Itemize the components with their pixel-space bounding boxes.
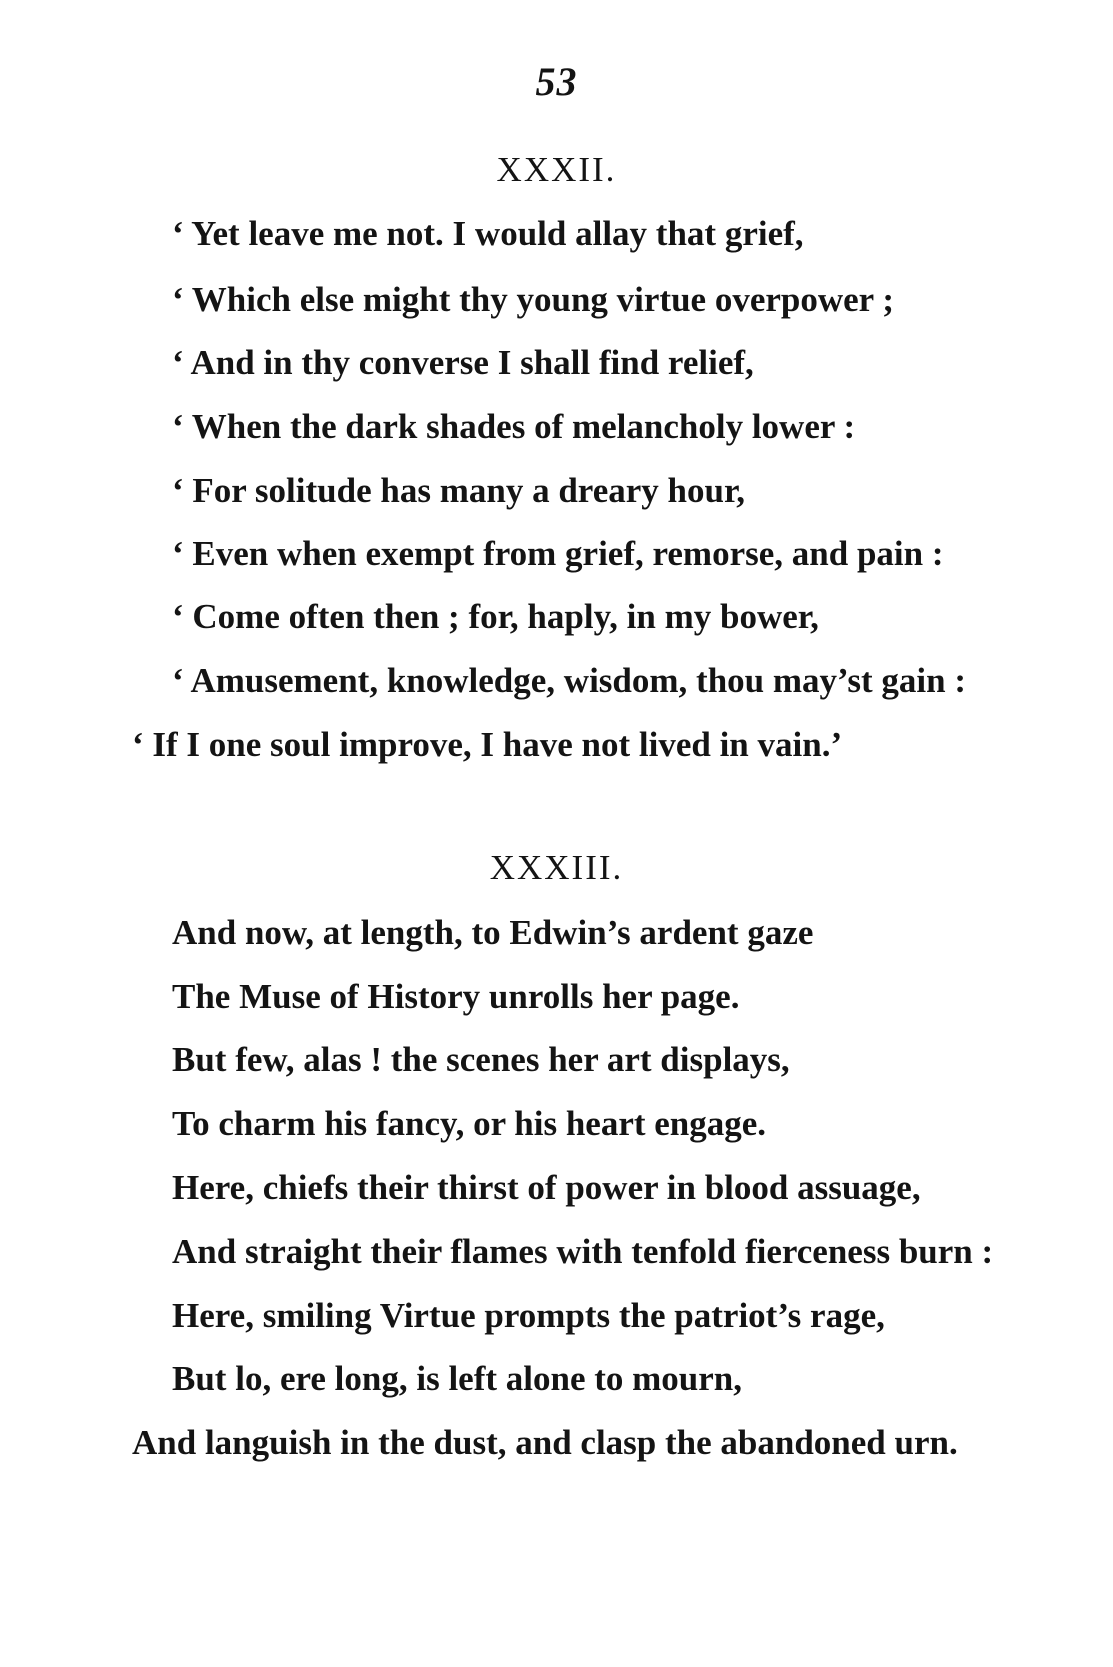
page-number: 53 xyxy=(535,59,578,104)
verse-line: Here, chiefs their thirst of power in blood assuage, xyxy=(172,1168,921,1207)
verse-line: ‘ Come often then ; for, haply, in my bower, xyxy=(172,597,819,636)
verse-line: ‘ If I one soul improve, I have not lived in vain.’ xyxy=(132,725,843,764)
verse-line: ‘ Even when exempt from grief, remorse, and pain : xyxy=(172,534,944,573)
verse-line: ‘ Amusement, knowledge, wisdom, thou may’st gain : xyxy=(172,661,967,700)
verse-line: To charm his fancy, or his heart engage. xyxy=(172,1104,767,1143)
verse-line: ‘ When the dark shades of melancholy lower : xyxy=(172,407,856,446)
verse-line: ‘ Which else might thy young virtue overpower ; xyxy=(172,280,894,319)
verse-line: But few, alas ! the scenes her art displays, xyxy=(172,1040,790,1079)
verse-line: ‘ Yet leave me not. I would allay that grief, xyxy=(172,214,804,253)
stanza-number: XXXIII. xyxy=(489,848,624,887)
verse-line: ‘ For solitude has many a dreary hour, xyxy=(172,471,746,510)
verse-line: And straight their flames with tenfold fierceness burn : xyxy=(172,1232,994,1271)
verse-line: And languish in the dust, and clasp the abandoned urn. xyxy=(132,1423,958,1462)
verse-line: ‘ And in thy converse I shall find relief, xyxy=(172,343,754,382)
verse-line: Here, smiling Virtue prompts the patriot’s rage, xyxy=(172,1296,885,1335)
stanza-number: XXXII. xyxy=(496,150,617,189)
verse-line: But lo, ere long, is left alone to mourn, xyxy=(172,1359,743,1398)
verse-line: And now, at length, to Edwin’s ardent gaze xyxy=(172,913,814,952)
verse-line: The Muse of History unrolls her page. xyxy=(172,977,740,1016)
